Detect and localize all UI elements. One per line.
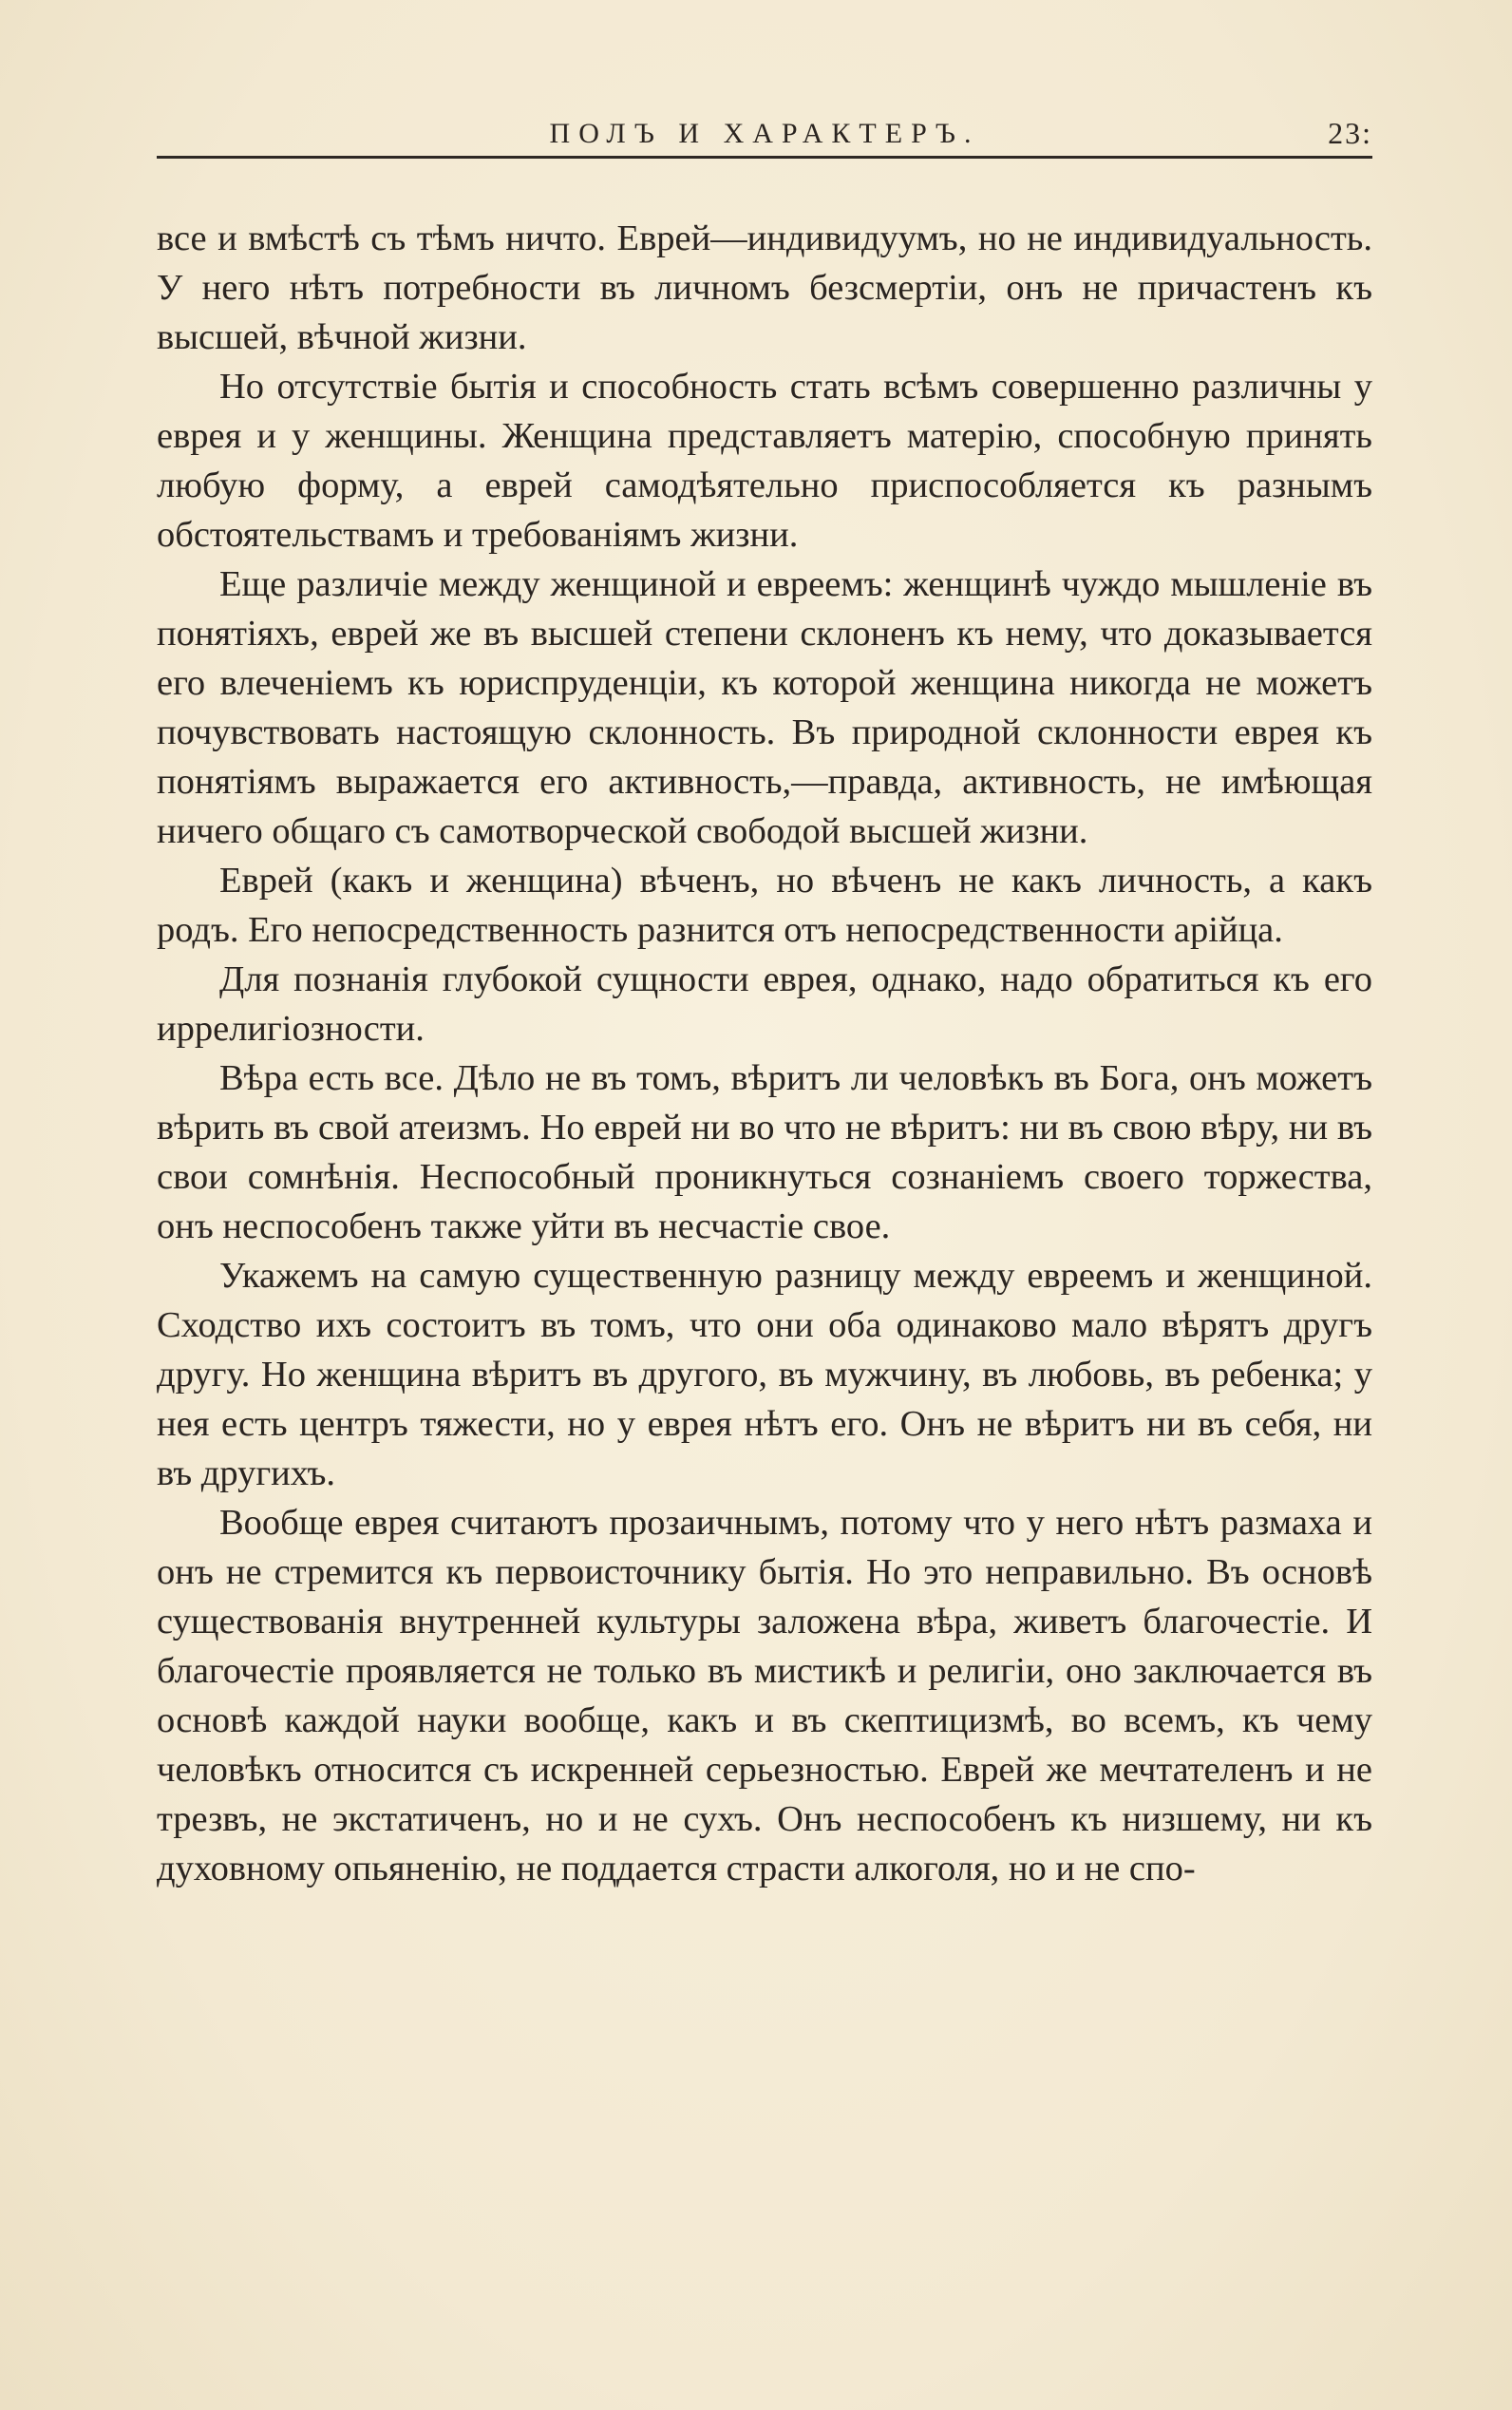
paragraph: Еврей (какъ и женщина) вѣченъ, но вѣченъ не какъ личность, а какъ родъ. Его непосредственность разнится отъ непосредственности арійца. [157, 861, 1372, 950]
paragraph: Но отсутствіе бытія и способность стать всѣмъ совершенно различны у еврея и у женщины. Женщина представляетъ матерію, способную принять любую форму, а еврей самодѣятельно приспособляется къ разнымъ обстоятельствамъ и требованіямъ жизни. [157, 367, 1372, 555]
paragraph: все и вмѣстѣ съ тѣмъ ничто. Еврей—индивидуумъ, но не индивидуальность. У него нѣтъ потребности въ личномъ безсмертіи, онъ не причастенъ къ высшей, вѣчной жизни. [157, 218, 1372, 357]
running-title: ПОЛЪ И ХАРАКТЕРЪ. [549, 118, 980, 149]
paragraph: Укажемъ на самую существенную разницу между евреемъ и женщиной. Сходство ихъ состоитъ въ томъ, что они оба одинаково мало вѣрятъ другъ другу. Но женщина вѣритъ въ другого, въ мужчину, въ любовь, въ ребенка; у нея есть центръ тяжести, но у еврея нѣтъ его. Онъ не вѣритъ ни въ себя, ни въ другихъ. [157, 1256, 1372, 1493]
page-number: 23: [1328, 116, 1372, 150]
paragraph: Вообще еврея считаютъ прозаичнымъ, потому что у него нѣтъ размаха и онъ не стремится къ первоисточнику бытія. Но это неправильно. Въ основѣ существованія внутренней культуры заложена вѣра, живетъ благочестіе. И благочестіе проявляется не только въ мистикѣ и религіи, оно заключается въ основѣ каждой науки вообще, какъ и въ скептицизмѣ, во всемъ, къ чему человѣкъ относится съ искренней серьезностью. Еврей же мечтателенъ и не трезвъ, не экстатиченъ, но и не сухъ. Онъ неспособенъ къ низшему, ни къ духовному опьяненію, не поддается страсти алкоголя, но и не спо- [157, 1503, 1372, 1888]
paragraph: Еще различіе между женщиной и евреемъ: женщинѣ чуждо мышленіе въ понятіяхъ, еврей же въ высшей степени склоненъ къ нему, что доказывается его влеченіемъ къ юриспруденціи, къ которой женщина никогда не можетъ почувствовать настоящую склонность. Въ природной склонности еврея къ понятіямъ выражается его активность,—правда, активность, не имѣющая ничего общаго съ самотворческой свободой высшей жизни. [157, 564, 1372, 851]
paragraph: Для познанія глубокой сущности еврея, однако, надо обратиться къ его иррелигіозности. [157, 959, 1372, 1049]
body-text [157, 214, 1372, 1893]
paragraph: Вѣра есть все. Дѣло не въ томъ, вѣритъ ли человѣкъ въ Бога, онъ можетъ вѣрить въ свой атеизмъ. Но еврей ни во что не вѣритъ: ни въ свою вѣру, ни въ свои сомнѣнія. Неспособный проникнуться сознаніемъ своего торжества, онъ неспособенъ также уйти въ несчастіе свое. [157, 1058, 1372, 1246]
running-head [157, 112, 1372, 159]
